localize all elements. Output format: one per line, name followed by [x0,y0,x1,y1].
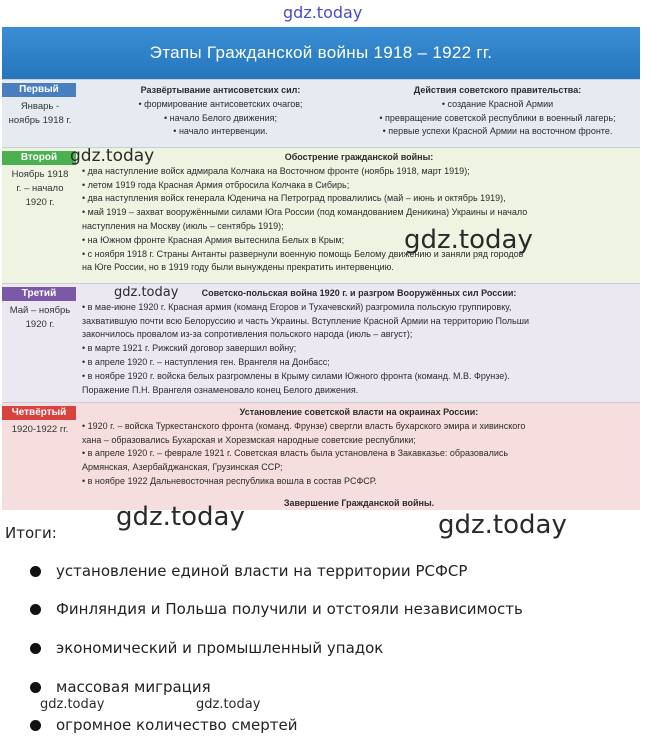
stage-label: Первый [2,83,76,97]
list-item: экономический и промышленный упадок [30,639,383,657]
stage-row-1 [2,79,640,148]
results-title: Итоги: [5,524,57,542]
stage-row-4 [2,402,640,510]
stage-row-3 [2,283,640,403]
watermark: gdz.today [114,285,179,300]
list-item: огромное количество смертей [30,716,298,734]
stage-content: Обострение гражданской войны: • два наступление войск адмирала Колчака на Восточном фронте (ноябрь 1918, март 1919); • летом 1919 года Красная Армия отбросила Колчака в Сибирь; • два наступления войск генерала Юденича на Петроград провалились (май – июнь и октябрь 1919), • май 1919 – захват вооружёнными силами Юга России (под командованием Деникина) Украины и начало наступления на Москву (июль – сентябрь 1919); • на Южном фронте Красная Армия вытеснила Белых в Крым; • с ноября 1918 г. Страны Антанты развернули военную помощь Белому движению и заняли ряд городов на Юге России, но в 1919 году были вынуждены прекратить интервенцию. [82,148,636,287]
watermark: gdz.today [196,697,261,712]
stage-content: Развёртывание антисоветских сил: • формирование антисоветских очагов; • начало Белого движения; • начало интервенции. Действия советского правительства: • создание Красной Армии • превращение советской республики в военный лагерь; • первые успехи Красной Армии на восточном фронте. [82,80,636,148]
stage-dates: Май – ноябрь 1920 г. [9,305,71,330]
list-item: установление единой власти на территории РСФСР [30,562,467,580]
bullet-icon [30,682,41,693]
bullet-icon [30,566,41,577]
table-title: Этапы Гражданской войны 1918 – 1922 гг. [2,27,640,79]
stage-dates: Январь - ноябрь 1918 г. [8,101,72,126]
stage-label: Четвёртый [2,406,76,420]
civil-war-stages-table [2,27,640,509]
watermark: gdz.today [70,146,155,166]
bullet-icon [30,720,41,731]
watermark: gdz.today [116,502,245,532]
stage-dates: 1920-1922 гг. [11,424,69,435]
stage-heading: Обострение гражданской войны: [284,152,434,162]
stage-heading: Действия советского правительства: [413,85,582,95]
stage-label: Второй [2,151,76,165]
list-item: массовая миграция [30,678,211,696]
watermark: gdz.today [404,225,533,255]
bullet-icon [30,604,41,615]
list-item: Финляндия и Польша получили и отстояли независимость [30,600,523,618]
stage-heading: Установление советской власти на окраинах России: [239,407,479,417]
stage-heading: Развёртывание антисоветских сил: [140,85,301,95]
watermark: gdz.today [40,697,105,712]
stage-content: Установление советской власти на окраинах России: • 1920 г. – войска Туркестанского фронта (команд. Фрунзе) свергли власть бухарского эмира и хивинского хана – образовались Бухарская и Хорезмская народные советские республики; • в апреле 1920 г. – феврале 1921 г. Советская власть была установлена в Закавказье: образовались Армянская, Азербайджанская, Грузинская ССР; • в ноябре 1922 Дальневосточная республика вошла в состав РСФСР. Завершение Гражданской войны. [82,403,636,513]
watermark-top: gdz.today [283,3,363,22]
stage-dates: Ноябрь 1918 г. – начало 1920 г. [11,169,69,208]
bullet-icon [30,643,41,654]
stage-heading: Советско-польская война 1920 г. и разгром Вооружённых сил России: [201,288,517,298]
watermark: gdz.today [438,510,567,540]
stage-label: Третий [2,287,76,301]
stage-content: Советско-польская война 1920 г. и разгром Вооружённых сил России: • в мае-июне 1920 г. Красная армия (команд Егоров и Тухачевский) разгромила польскую группировку, захватившую почти всю Белоруссию и часть Украины. Вступление Красной Армии на территорию Польши закончилось провалом из-за сопротивления польского народа (июль – август); • в марте 1921 г. Рижский договор завершил войну; • в апреле 1920 г. – наступления ген. Врангеля на Донбасс; • в ноябре 1920 г. войска белых разгромлены в Крыму силами Южного фронта (команд. М.В. Фрунзе). Поражение П.Н. Врангеля ознаменовало конец Белого движения. [82,284,636,406]
stage-row-2 [2,147,640,284]
stage-final-note: Завершение Гражданской войны. [283,498,435,509]
